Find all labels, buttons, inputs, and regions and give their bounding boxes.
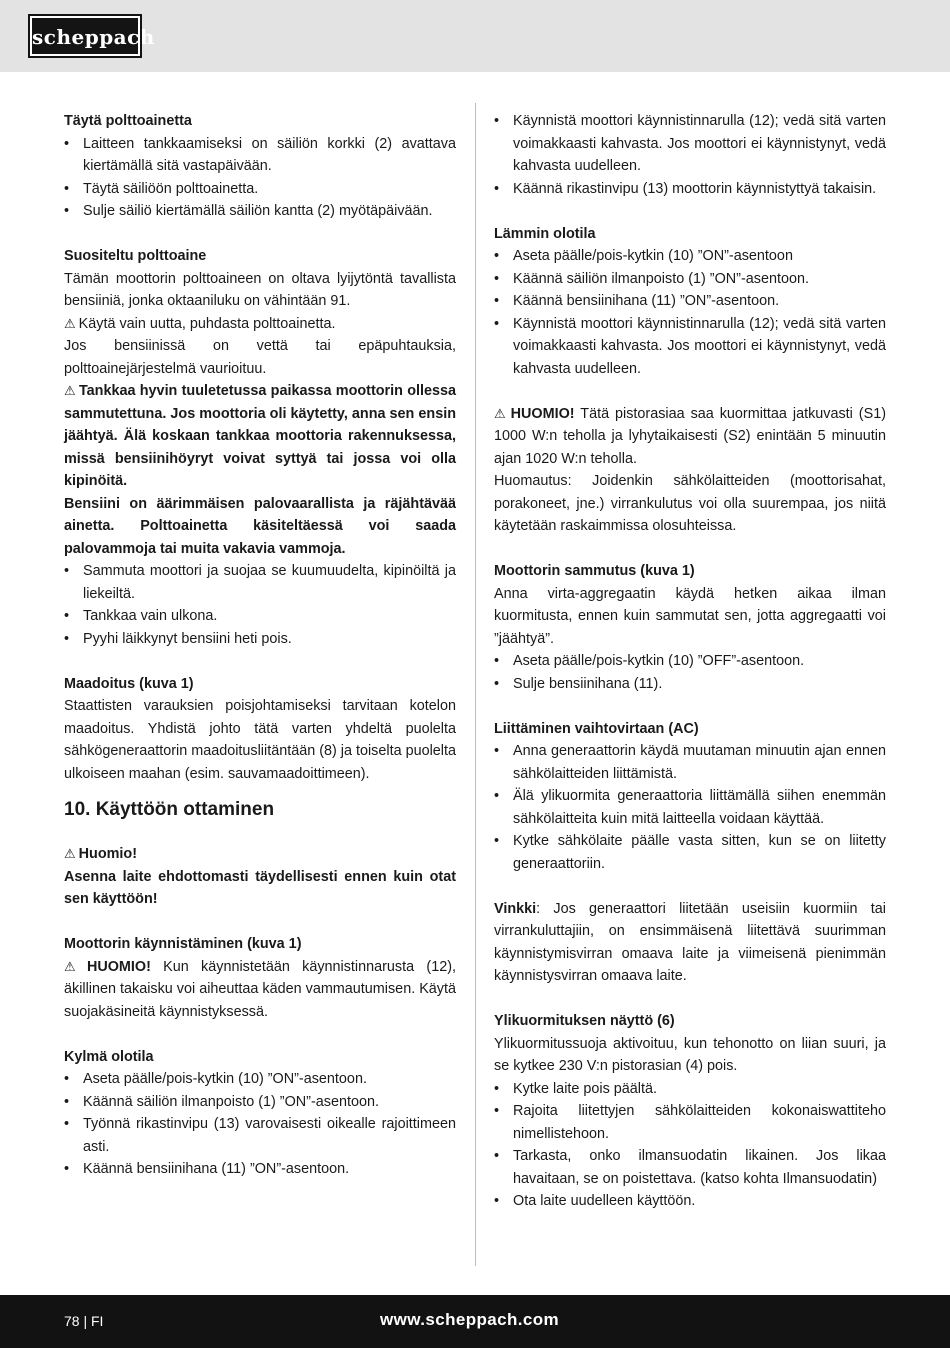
list-item: • Anna generaattorin käydä muutaman minuutin ajan ennen sähkölaitteiden liittämistä. [494,740,886,785]
warm-state-list [494,245,886,380]
list-item: • Käännä säiliön ilmanpoisto (1) ”ON”-asentoon. [494,268,886,291]
list-item: • Pyyhi läikkynyt bensiini heti pois. [64,628,456,651]
section-title: 10. Käyttöön ottaminen [64,799,275,820]
cold-state-list [64,1068,456,1181]
brand-logo: scheppach [30,16,140,56]
attention-text: Asenna laite ehdottomasti täydellisesti ennen kuin otat sen käyttöön! [64,868,456,907]
grounding-heading: Maadoitus (kuva 1) [64,675,194,692]
recoil-warning: ⚠ HUOMIO! Kun käynnistetään käynnistinnarusta (12), äkillinen takaisku voi aiheuttaa käden vammautumisen. Käytä suojakäsineitä käynnistyksessä. [64,958,456,1020]
list-item: • Sulje säiliö kiertämällä säiliön kantta (2) myötäpäivään. [64,200,456,223]
warning-icon: ⚠ [494,405,508,421]
list-item: • Käännä bensiinihana (11) ”ON”-asentoon. [494,290,886,313]
engine-stop-list [494,650,886,695]
list-item: • Aseta päälle/pois-kytkin (10) ”ON”-asentoon [494,245,886,268]
fresh-fuel-warning: ⚠ Käytä vain uutta, puhdasta polttoainetta. [64,315,336,332]
list-item: • Käännä rikastinvipu (13) moottorin käynnistyttyä takaisin. [494,178,886,201]
explosive-fuel-warning: Bensiini on äärimmäisen palovaarallista ja räjähtävää ainetta. Polttoainetta käsiteltäessä voi saada palovammoja tai muita vakavia vammoja. [64,495,456,557]
ac-connection-heading: Liittäminen vaihtovirtaan (AC) [494,720,699,737]
warning-icon: ⚠ [64,958,84,974]
list-item: • Rajoita liitettyjen sähkölaitteiden kokonaiswattiteho nimellistehoon. [494,1100,886,1145]
footer-bar [0,1295,950,1348]
list-item: • Tankkaa vain ulkona. [64,605,456,628]
list-item: • Käännä säiliön ilmanpoisto (1) ”ON”-asentoon. [64,1091,456,1114]
list-item: • Laitteen tankkaamiseksi on säiliön korkki (2) avattava kiertämällä sitä vastapäivään. [64,133,456,178]
list-item: • Työnnä rikastinvipu (13) varovaisesti oikealle rajoittimeen asti. [64,1113,456,1158]
list-item: • Käynnistä moottori käynnistinnarulla (12); vedä sitä varten voimakkaasti kahvasta. Jos moottori ei käynnistynyt, vedä kahvasta uudelleen. [494,313,886,381]
list-item: • Kytke laite pois päältä. [494,1078,886,1101]
recommended-fuel-heading: Suositeltu polttoaine [64,248,207,264]
socket-load-warning: ⚠ HUOMIO! Tätä pistorasiaa saa kuormittaa jatkuvasti (S1) 1000 W:n teholla ja lyhytaikaisesti (S2) enintään 5 minuutin ajan 1020 W:n teholla. [494,405,886,467]
fuel-heading: Täytä polttoainetta [64,113,192,129]
engine-stop-text: Anna virta-aggregaatin käydä hetken aikaa ilman kuormitusta, ennen kuin sammutat sen, jotta aggregaatti voi ”jäähtyä”. [494,585,886,647]
ac-connection-list [494,740,886,875]
fuel-list [64,133,456,223]
tip-text: Vinkki: Jos generaattori liitetään useisiin kuormiin tai virrankuluttajiin, on ensimmäisenä liitettävä suurimman käynnistymisvirran omaava laite ja viimeisenä pienimmän käynnistysvirran omaava laite. [494,900,886,984]
list-item: • Älä ylikuormita generaattoria liittämällä siihen enemmän sähkölaitteita kuin mitä laitteella voidaan käyttää. [494,785,886,830]
list-item: • Käännä bensiinihana (11) ”ON”-asentoon. [64,1158,456,1181]
overload-list [494,1078,886,1213]
right-column [494,110,886,1213]
page-number: 78 | FI [64,1313,104,1329]
list-item: • Kytke sähkölaite päälle vasta sitten, kun se on liitetty generaattoriin. [494,830,886,875]
list-item: • Tarkasta, onko ilmansuodatin likainen. Jos likaa havaitaan, se on poistettava. (katso kohta Ilmansuodatin) [494,1145,886,1190]
socket-note: Huomautus: Joidenkin sähkölaitteiden (moottorisahat, porakoneet, jne.) virrankulutus voi olla suurempaa, jos niitä käytetään raskaimmissa olosuhteissa. [494,473,886,534]
warm-state-heading: Lämmin olotila [494,225,596,242]
fuel-safety-list [64,560,456,650]
list-item: • Aseta päälle/pois-kytkin (10) ”ON”-asentoon. [64,1068,456,1091]
list-item: • Sammuta moottori ja suojaa se kuumuudelta, kipinöiltä ja liekeiltä. [64,560,456,605]
recommended-fuel-text: Tämän moottorin polttoaineen on oltava lyijytöntä tavallista bensiiniä, jonka oktaaniluku on vähintään 91. [64,270,456,309]
overload-heading: Ylikuormituksen näyttö (6) [494,1013,675,1029]
overload-text: Ylikuormitussuoja aktivoituu, kun tehonotto on liian suuri, ja se kytkee 230 V:n pistorasian (4) pois. [494,1035,886,1074]
water-contamination-text: Jos bensiinissä on vettä tai epäpuhtauksia, polttoainejärjestelmä vaurioituu. [64,338,456,377]
list-item: • Aseta päälle/pois-kytkin (10) ”OFF”-asentoon. [494,650,886,673]
attention-label: ⚠ Huomio! [64,846,138,862]
list-item: • Käynnistä moottori käynnistinnarulla (12); vedä sitä varten voimakkaasti kahvasta. Jos moottori ei käynnistynyt, vedä kahvasta uudelleen. [494,110,886,178]
cold-state-heading: Kylmä olotila [64,1048,154,1065]
refuel-ventilation-warning: ⚠ Tankkaa hyvin tuuletetussa paikassa moottorin ollessa sammutettuna. Jos moottoria oli käytetty, anna sen ensin jäähtyä. Älä koskaan tankkaa moottoria rakennuksessa, missä bensiinihöyryt voivat syttyä tai jossa voi olla kipinöitä. [64,383,457,489]
list-item: • Täytä säiliöön polttoainetta. [64,178,456,201]
website-link[interactable]: www.scheppach.com [380,1310,560,1329]
warning-icon: ⚠ [64,846,76,861]
engine-stop-heading: Moottorin sammutus (kuva 1) [494,563,695,579]
warning-icon: ⚠ [64,383,76,398]
warning-icon: ⚠ [64,315,76,331]
left-column [64,110,456,1181]
list-item: • Ota laite uudelleen käyttöön. [494,1190,886,1213]
header-band [0,0,950,72]
list-item: • Sulje bensiinihana (11). [494,673,886,696]
cold-state-list-continued [494,110,886,200]
engine-start-heading: Moottorin käynnistäminen (kuva 1) [64,936,302,952]
column-divider [475,103,476,1266]
grounding-text: Staattisten varauksien poisjohtamiseksi tarvitaan kotelon maadoitus. Yhdistä johto tätä varten yhdeltä puolelta sähkögeneraattorin maadoitusliitäntään (8) ja toiselta puolelta ulkoiseen maahan (esim. sauvamaadoittimeen). [64,698,456,782]
